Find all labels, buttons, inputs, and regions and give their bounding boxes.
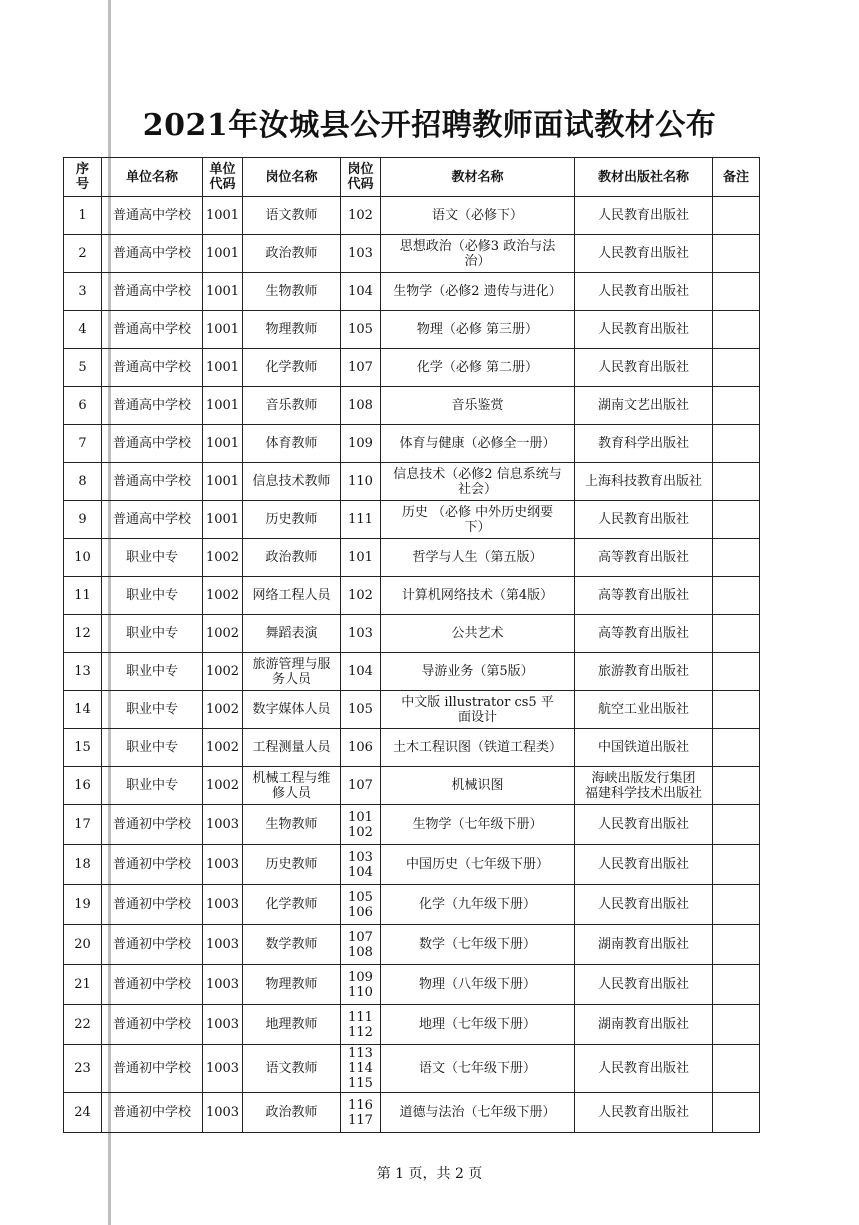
cell-unit: 普通高中学校 [102, 425, 203, 463]
cell-post: 语文教师 [243, 1045, 341, 1093]
cell-post: 地理教师 [243, 1005, 341, 1045]
cell-post: 语文教师 [243, 197, 341, 235]
cell-publisher: 人民教育出版社 [575, 885, 713, 925]
table-row [64, 1093, 760, 1133]
table-row [64, 311, 760, 349]
cell-post: 历史教师 [243, 845, 341, 885]
cell-post: 音乐教师 [243, 387, 341, 425]
cell-post: 物理教师 [243, 965, 341, 1005]
cell-unit-code: 1002 [203, 729, 243, 767]
header-seq: 序 号 [64, 158, 102, 197]
cell-publisher: 湖南教育出版社 [575, 1005, 713, 1045]
cell-post: 政治教师 [243, 539, 341, 577]
cell-unit-code: 1001 [203, 349, 243, 387]
cell-post-code: 111 112 [341, 1005, 381, 1045]
cell-textbook: 中文版 illustrator cs5 平 面设计 [381, 691, 575, 729]
cell-remark [713, 885, 760, 925]
cell-post: 信息技术教师 [243, 463, 341, 501]
page-footer: 第 1 页，共 2 页 [376, 1166, 483, 1182]
cell-textbook: 语文（七年级下册） [381, 1045, 575, 1093]
cell-post-code: 103 [341, 615, 381, 653]
cell-remark [713, 691, 760, 729]
cell-post-code: 101 102 [341, 805, 381, 845]
cell-unit: 职业中专 [102, 767, 203, 805]
cell-post: 政治教师 [243, 1093, 341, 1133]
cell-unit-code: 1001 [203, 463, 243, 501]
cell-unit: 普通初中学校 [102, 965, 203, 1005]
cell-remark [713, 845, 760, 885]
cell-post-code: 109 [341, 425, 381, 463]
cell-textbook: 计算机网络技术（第4版） [381, 577, 575, 615]
cell-publisher: 人民教育出版社 [575, 501, 713, 539]
cell-textbook: 体育与健康（必修全一册） [381, 425, 575, 463]
cell-remark [713, 197, 760, 235]
textbook-table [63, 157, 760, 1133]
cell-seq: 14 [64, 691, 102, 729]
cell-textbook: 地理（七年级下册） [381, 1005, 575, 1045]
cell-post-code: 102 [341, 577, 381, 615]
cell-post: 舞蹈表演 [243, 615, 341, 653]
cell-textbook: 哲学与人生（第五版） [381, 539, 575, 577]
cell-unit-code: 1002 [203, 615, 243, 653]
cell-unit-code: 1001 [203, 197, 243, 235]
cell-textbook: 机械识图 [381, 767, 575, 805]
cell-post-code: 108 [341, 387, 381, 425]
cell-remark [713, 577, 760, 615]
table-header-row [64, 158, 760, 197]
cell-textbook: 数学（七年级下册） [381, 925, 575, 965]
cell-textbook: 道德与法治（七年级下册） [381, 1093, 575, 1133]
cell-unit: 普通初中学校 [102, 1093, 203, 1133]
cell-remark [713, 615, 760, 653]
cell-post-code: 103 [341, 235, 381, 273]
cell-unit: 普通初中学校 [102, 1045, 203, 1093]
cell-textbook: 语文（必修下） [381, 197, 575, 235]
cell-unit: 职业中专 [102, 577, 203, 615]
table-row [64, 539, 760, 577]
cell-seq: 19 [64, 885, 102, 925]
cell-post: 化学教师 [243, 349, 341, 387]
cell-unit-code: 1002 [203, 691, 243, 729]
header-publisher: 教材出版社名称 [575, 158, 713, 197]
cell-unit: 普通高中学校 [102, 463, 203, 501]
cell-post-code: 106 [341, 729, 381, 767]
cell-unit-code: 1001 [203, 311, 243, 349]
cell-unit-code: 1001 [203, 501, 243, 539]
table-row [64, 463, 760, 501]
cell-unit: 普通初中学校 [102, 925, 203, 965]
cell-seq: 16 [64, 767, 102, 805]
table-row [64, 1045, 760, 1093]
table-row [64, 925, 760, 965]
cell-unit-code: 1003 [203, 925, 243, 965]
cell-unit: 普通高中学校 [102, 235, 203, 273]
cell-post: 机械工程与维 修人员 [243, 767, 341, 805]
cell-post-code: 110 [341, 463, 381, 501]
cell-publisher: 人民教育出版社 [575, 1045, 713, 1093]
cell-unit: 普通初中学校 [102, 805, 203, 845]
cell-remark [713, 767, 760, 805]
cell-unit: 普通初中学校 [102, 1005, 203, 1045]
table-row [64, 273, 760, 311]
header-remark: 备注 [713, 158, 760, 197]
cell-textbook: 音乐鉴赏 [381, 387, 575, 425]
cell-publisher: 高等教育出版社 [575, 539, 713, 577]
cell-publisher: 人民教育出版社 [575, 235, 713, 273]
cell-publisher: 人民教育出版社 [575, 349, 713, 387]
cell-post: 生物教师 [243, 273, 341, 311]
cell-unit: 普通高中学校 [102, 197, 203, 235]
cell-publisher: 高等教育出版社 [575, 615, 713, 653]
table-row [64, 197, 760, 235]
cell-remark [713, 805, 760, 845]
cell-post-code: 105 [341, 691, 381, 729]
table-row [64, 349, 760, 387]
cell-remark [713, 311, 760, 349]
cell-post: 数字媒体人员 [243, 691, 341, 729]
cell-unit-code: 1003 [203, 965, 243, 1005]
cell-unit-code: 1003 [203, 1005, 243, 1045]
cell-unit-code: 1003 [203, 805, 243, 845]
cell-publisher: 教育科学出版社 [575, 425, 713, 463]
cell-post: 工程测量人员 [243, 729, 341, 767]
cell-publisher: 中国铁道出版社 [575, 729, 713, 767]
cell-post-code: 109 110 [341, 965, 381, 1005]
cell-unit: 普通高中学校 [102, 311, 203, 349]
cell-textbook: 生物学（必修2 遗传与进化） [381, 273, 575, 311]
cell-remark [713, 965, 760, 1005]
cell-textbook: 物理（必修 第三册） [381, 311, 575, 349]
cell-unit: 普通高中学校 [102, 349, 203, 387]
cell-remark [713, 539, 760, 577]
table-row [64, 425, 760, 463]
cell-post-code: 103 104 [341, 845, 381, 885]
cell-seq: 15 [64, 729, 102, 767]
header-textbook: 教材名称 [381, 158, 575, 197]
cell-unit-code: 1002 [203, 767, 243, 805]
cell-textbook: 公共艺术 [381, 615, 575, 653]
cell-publisher: 高等教育出版社 [575, 577, 713, 615]
cell-remark [713, 1045, 760, 1093]
cell-unit: 普通高中学校 [102, 387, 203, 425]
cell-textbook: 物理（八年级下册） [381, 965, 575, 1005]
cell-remark [713, 925, 760, 965]
cell-publisher: 人民教育出版社 [575, 311, 713, 349]
cell-post-code: 102 [341, 197, 381, 235]
cell-seq: 18 [64, 845, 102, 885]
table-row [64, 387, 760, 425]
cell-unit: 职业中专 [102, 729, 203, 767]
cell-textbook: 生物学（七年级下册） [381, 805, 575, 845]
cell-textbook: 化学（九年级下册） [381, 885, 575, 925]
cell-unit: 普通高中学校 [102, 501, 203, 539]
cell-remark [713, 273, 760, 311]
table-row [64, 767, 760, 805]
cell-post-code: 107 [341, 767, 381, 805]
cell-post-code: 104 [341, 273, 381, 311]
cell-post-code: 107 108 [341, 925, 381, 965]
cell-unit-code: 1002 [203, 539, 243, 577]
cell-seq: 13 [64, 653, 102, 691]
cell-seq: 23 [64, 1045, 102, 1093]
cell-textbook: 信息技术（必修2 信息系统与 社会） [381, 463, 575, 501]
cell-publisher: 人民教育出版社 [575, 1093, 713, 1133]
cell-unit-code: 1001 [203, 425, 243, 463]
cell-unit-code: 1003 [203, 885, 243, 925]
cell-seq: 10 [64, 539, 102, 577]
cell-unit: 职业中专 [102, 615, 203, 653]
cell-seq: 6 [64, 387, 102, 425]
cell-remark [713, 1005, 760, 1045]
table-row [64, 965, 760, 1005]
cell-seq: 7 [64, 425, 102, 463]
cell-post-code: 111 [341, 501, 381, 539]
page-title: 2021年汝城县公开招聘教师面试教材公布 [142, 108, 717, 143]
header-post-code: 岗位 代码 [341, 158, 381, 197]
table-row [64, 691, 760, 729]
cell-seq: 9 [64, 501, 102, 539]
cell-post-code: 105 [341, 311, 381, 349]
cell-seq: 24 [64, 1093, 102, 1133]
table-row [64, 1005, 760, 1045]
table-row [64, 845, 760, 885]
cell-post-code: 107 [341, 349, 381, 387]
header-unit-code: 单位 代码 [203, 158, 243, 197]
cell-publisher: 人民教育出版社 [575, 845, 713, 885]
table-row [64, 729, 760, 767]
cell-publisher: 人民教育出版社 [575, 805, 713, 845]
table-row [64, 885, 760, 925]
cell-textbook: 思想政治（必修3 政治与法 治） [381, 235, 575, 273]
cell-post: 历史教师 [243, 501, 341, 539]
cell-seq: 17 [64, 805, 102, 845]
cell-post-code: 101 [341, 539, 381, 577]
cell-post: 旅游管理与服 务人员 [243, 653, 341, 691]
cell-unit: 普通初中学校 [102, 885, 203, 925]
cell-seq: 20 [64, 925, 102, 965]
table-row [64, 805, 760, 845]
cell-remark [713, 425, 760, 463]
cell-post: 体育教师 [243, 425, 341, 463]
cell-remark [713, 235, 760, 273]
cell-remark [713, 501, 760, 539]
cell-seq: 22 [64, 1005, 102, 1045]
cell-textbook: 导游业务（第5版） [381, 653, 575, 691]
cell-seq: 8 [64, 463, 102, 501]
cell-post-code: 116 117 [341, 1093, 381, 1133]
cell-publisher: 旅游教育出版社 [575, 653, 713, 691]
cell-remark [713, 387, 760, 425]
cell-post: 数学教师 [243, 925, 341, 965]
cell-unit-code: 1003 [203, 845, 243, 885]
cell-post: 化学教师 [243, 885, 341, 925]
cell-unit-code: 1003 [203, 1093, 243, 1133]
cell-remark [713, 463, 760, 501]
cell-seq: 4 [64, 311, 102, 349]
cell-post: 生物教师 [243, 805, 341, 845]
table-body [64, 197, 760, 1133]
cell-remark [713, 1093, 760, 1133]
cell-unit-code: 1001 [203, 387, 243, 425]
cell-seq: 2 [64, 235, 102, 273]
table-row [64, 615, 760, 653]
cell-unit: 职业中专 [102, 653, 203, 691]
cell-unit-code: 1002 [203, 577, 243, 615]
table-row [64, 653, 760, 691]
cell-post-code: 105 106 [341, 885, 381, 925]
cell-unit: 普通高中学校 [102, 273, 203, 311]
table-row [64, 501, 760, 539]
cell-unit: 职业中专 [102, 539, 203, 577]
cell-textbook: 土木工程识图（铁道工程类） [381, 729, 575, 767]
cell-publisher: 湖南文艺出版社 [575, 387, 713, 425]
cell-post: 网络工程人员 [243, 577, 341, 615]
cell-seq: 1 [64, 197, 102, 235]
cell-post: 物理教师 [243, 311, 341, 349]
cell-publisher: 人民教育出版社 [575, 197, 713, 235]
cell-remark [713, 349, 760, 387]
cell-publisher: 湖南教育出版社 [575, 925, 713, 965]
cell-publisher: 航空工业出版社 [575, 691, 713, 729]
cell-unit-code: 1001 [203, 235, 243, 273]
cell-publisher: 人民教育出版社 [575, 273, 713, 311]
cell-seq: 12 [64, 615, 102, 653]
cell-seq: 5 [64, 349, 102, 387]
cell-unit-code: 1002 [203, 653, 243, 691]
cell-publisher: 人民教育出版社 [575, 965, 713, 1005]
cell-publisher: 上海科技教育出版社 [575, 463, 713, 501]
cell-seq: 21 [64, 965, 102, 1005]
cell-unit: 职业中专 [102, 691, 203, 729]
cell-textbook: 历史 （必修 中外历史纲要 下） [381, 501, 575, 539]
cell-post: 政治教师 [243, 235, 341, 273]
cell-remark [713, 653, 760, 691]
cell-post-code: 104 [341, 653, 381, 691]
cell-unit: 普通初中学校 [102, 845, 203, 885]
cell-publisher: 海峡出版发行集团 福建科学技术出版社 [575, 767, 713, 805]
cell-remark [713, 729, 760, 767]
table-row [64, 577, 760, 615]
cell-seq: 3 [64, 273, 102, 311]
cell-unit-code: 1001 [203, 273, 243, 311]
cell-post-code: 113 114 115 [341, 1045, 381, 1093]
table-row [64, 235, 760, 273]
cell-textbook: 中国历史（七年级下册） [381, 845, 575, 885]
cell-seq: 11 [64, 577, 102, 615]
cell-textbook: 化学（必修 第二册） [381, 349, 575, 387]
cell-unit-code: 1003 [203, 1045, 243, 1093]
header-unit: 单位名称 [102, 158, 203, 197]
header-post: 岗位名称 [243, 158, 341, 197]
